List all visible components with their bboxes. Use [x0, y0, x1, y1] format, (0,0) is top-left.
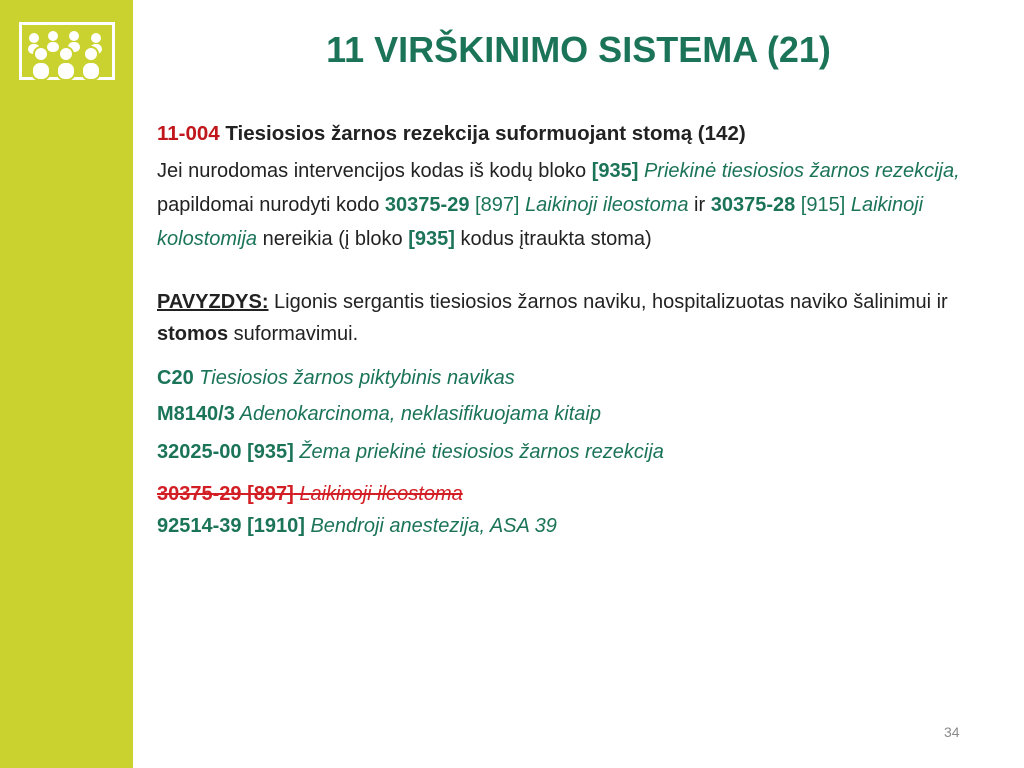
- code-value: 30375-29 [897]: [157, 483, 294, 505]
- coding-note: [157, 154, 997, 256]
- example-text: Ligonis sergantis tiesiosios žarnos naviku, hospitalizuotas naviko šalinimui ir: [268, 291, 948, 313]
- note-code-name: Laikinoji kolostomija: [157, 194, 924, 250]
- code-line: [157, 436, 997, 468]
- page-number: 34: [944, 724, 960, 740]
- sidebar-band: [0, 0, 133, 768]
- code-line: [157, 362, 997, 394]
- code-line-struck: [157, 478, 997, 510]
- heading-text: Tiesiosios žarnos rezekcija suformuojant stomą (142): [219, 122, 746, 145]
- note-block-code: [935]: [408, 228, 455, 250]
- heading-code: 11-004: [157, 122, 220, 145]
- code-description: Žema priekinė tiesiosios žarnos rezekcija: [293, 441, 664, 463]
- example-paragraph: [157, 286, 997, 350]
- code-value: M8140/3: [157, 403, 235, 425]
- note-text: kodus įtraukta stoma): [454, 228, 652, 250]
- section-heading: [157, 118, 997, 150]
- example-label: PAVYZDYS:: [157, 291, 269, 313]
- code-value: 92514-39 [1910]: [157, 515, 305, 537]
- example-text: suformavimui.: [228, 323, 359, 345]
- note-code-name: Laikinoji ileostoma: [525, 194, 689, 216]
- note-text: papildomai nurodyti kodo: [157, 194, 385, 216]
- code-description: Laikinoji ileostoma: [293, 483, 463, 505]
- note-block-ref: [915]: [795, 194, 851, 216]
- slide-body: [157, 118, 997, 542]
- note-text: Jei nurodomas intervencijos kodas iš kodų bloko: [157, 160, 592, 182]
- example-bold: stomos: [157, 323, 229, 345]
- note-text: nereikia (į bloko: [257, 228, 409, 250]
- code-value: C20: [157, 367, 194, 389]
- slide-title: 11 VIRŠKINIMO SISTEMA (21): [326, 29, 831, 70]
- note-code: 30375-28: [710, 194, 796, 216]
- note-block-code: [935]: [591, 160, 639, 182]
- note-code: 30375-29: [384, 194, 470, 216]
- note-text: ir: [688, 194, 711, 216]
- code-line: [157, 398, 997, 430]
- code-description: Bendroji anestezija, ASA 39: [304, 515, 557, 537]
- note-block-name: Priekinė tiesiosios žarnos rezekcija,: [638, 160, 960, 182]
- people-group-icon: [19, 22, 115, 80]
- code-description: Tiesiosios žarnos piktybinis navikas: [193, 367, 515, 389]
- note-block-ref: [897]: [469, 194, 526, 216]
- logo: [19, 22, 115, 80]
- code-value: 32025-00 [935]: [157, 441, 294, 463]
- code-line: [157, 510, 997, 542]
- code-description: Adenokarcinoma, neklasifikuojama kitaip: [234, 403, 601, 425]
